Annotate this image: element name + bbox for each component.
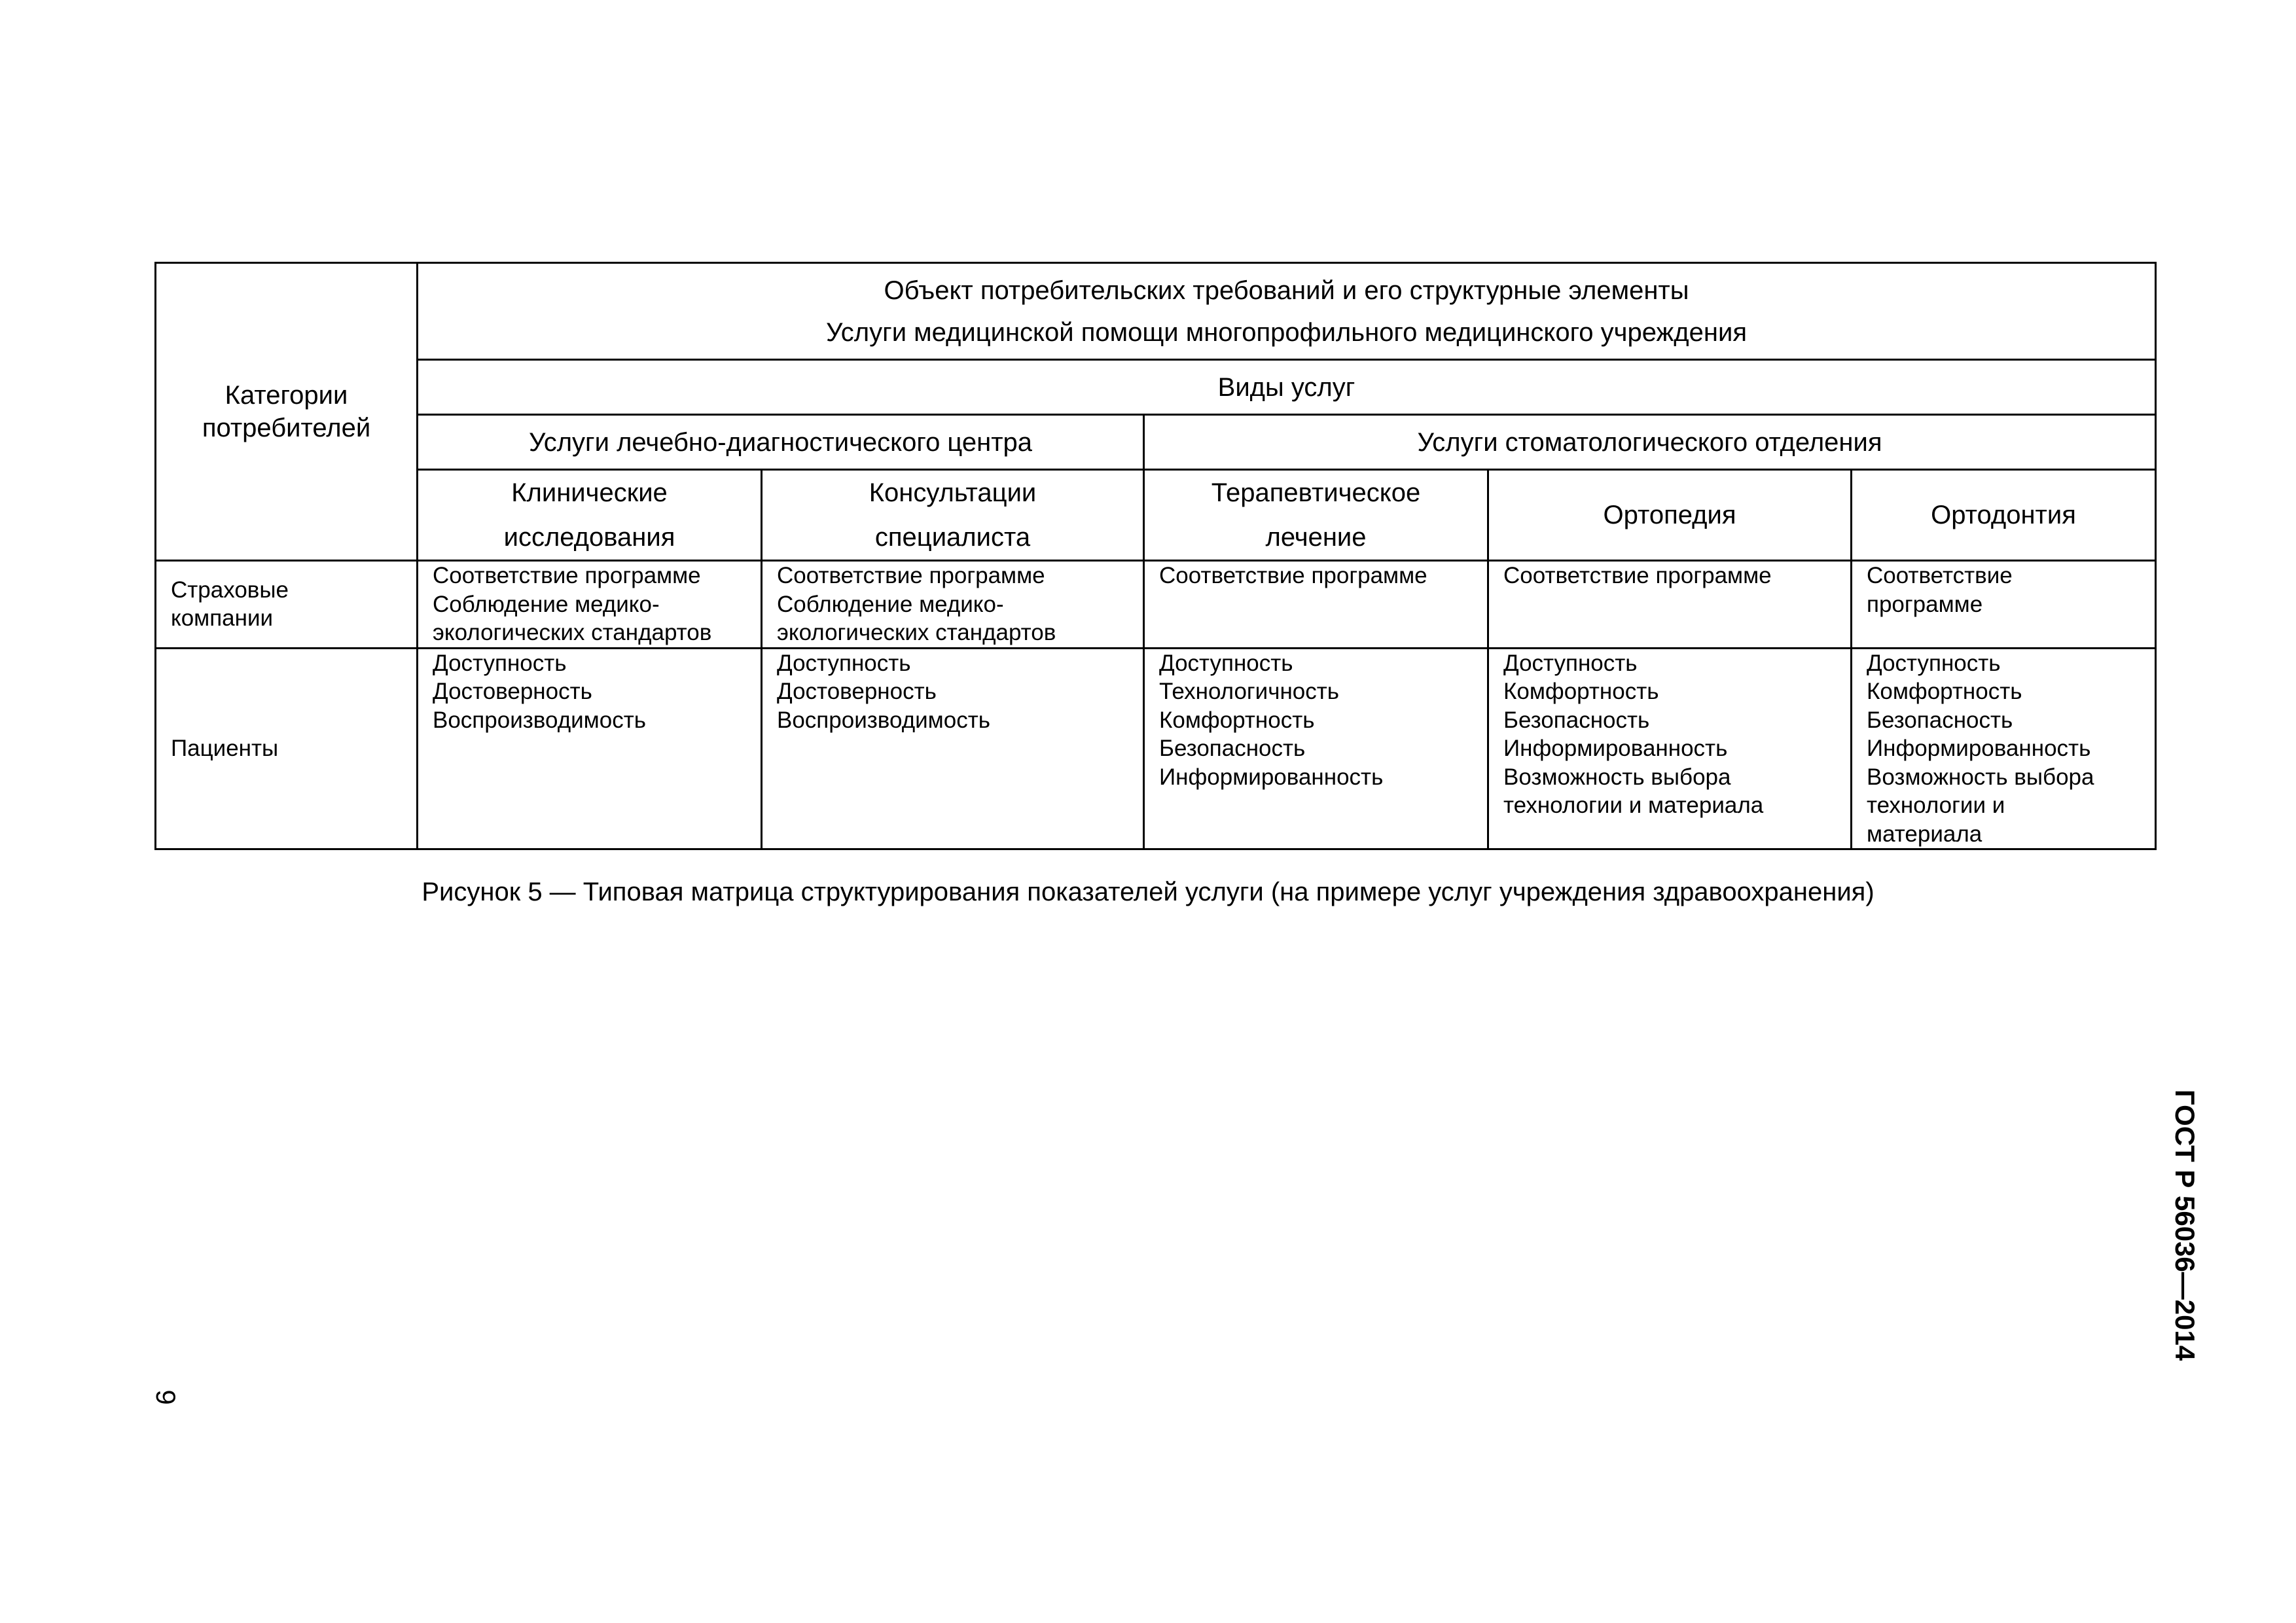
- table-cell: [1488, 561, 1852, 649]
- category-header: [156, 263, 418, 561]
- page-number: 9: [151, 1389, 181, 1405]
- cell-line: программе: [1867, 591, 1983, 617]
- cell-line: Безопасность: [1159, 736, 1306, 761]
- column-header-orthopedics: [1488, 470, 1852, 561]
- group-header-dental-department: Услуги стоматологического отделения: [1144, 415, 2156, 470]
- cell-line: технологии и: [1867, 793, 2005, 818]
- column-header-line: Ортопедия: [1603, 501, 1736, 529]
- cell-line: Доступность: [433, 650, 567, 676]
- category-header-line: потребителей: [202, 414, 371, 442]
- column-header-line: исследования: [503, 523, 675, 552]
- cell-line: экологических стандартов: [777, 620, 1056, 645]
- cell-line: Воспроизводимость: [433, 707, 646, 733]
- cell-line: материала: [1867, 821, 1982, 847]
- column-header-therapeutic-treatment: [1144, 470, 1488, 561]
- cell-line: экологических стандартов: [433, 620, 712, 645]
- cell-line: Безопасность: [1503, 707, 1650, 733]
- cell-line: Возможность выбора: [1867, 764, 2094, 790]
- standard-designation: ГОСТ Р 56036—2014: [2170, 1089, 2200, 1361]
- row-label-line: компании: [171, 605, 274, 632]
- cell-line: Комфортность: [1503, 679, 1659, 704]
- table-cell: [762, 561, 1144, 649]
- cell-line: Безопасность: [1867, 707, 2013, 733]
- object-header: [418, 263, 2156, 360]
- cell-line: Соответствие программе: [1503, 563, 1772, 588]
- table-cell: [1144, 561, 1488, 649]
- row-label-line: Страховые: [171, 577, 289, 603]
- column-header-line: специалиста: [874, 523, 1031, 552]
- column-header-orthodontics: [1852, 470, 2156, 561]
- cell-line: Соответствие программе: [433, 563, 701, 588]
- table-cell: [762, 648, 1144, 849]
- cell-line: Комфортность: [1159, 707, 1315, 733]
- category-header-line: Категории: [224, 381, 348, 410]
- table-cell: [418, 648, 762, 849]
- cell-line: Информированность: [1867, 736, 2091, 761]
- cell-line: Возможность выбора: [1503, 764, 1731, 790]
- object-header-subtitle: Услуги медицинской помощи многопрофильного медицинского учреждения: [826, 317, 1747, 347]
- figure-caption: Рисунок 5 — Типовая матрица структурирования показателей услуги (на примере услуг учреждения здравоохранения): [422, 878, 1874, 906]
- cell-line: Соблюдение медико-: [433, 591, 660, 617]
- cell-line: Доступность: [1867, 650, 2001, 676]
- table-cell: [1852, 561, 2156, 649]
- cell-line: Воспроизводимость: [777, 707, 990, 733]
- column-header-line: лечение: [1265, 523, 1367, 552]
- requirements-matrix-table: [154, 262, 2157, 850]
- column-header-clinical-research: [418, 470, 762, 561]
- cell-line: Комфортность: [1867, 679, 2022, 704]
- column-header-line: Консультации: [869, 478, 1037, 507]
- column-header-line: Терапевтическое: [1211, 478, 1421, 507]
- cell-line: Достоверность: [777, 679, 937, 704]
- row-label-insurance-companies: [156, 561, 418, 649]
- cell-line: Соответствие: [1867, 563, 2013, 588]
- cell-line: Доступность: [777, 650, 911, 676]
- column-header-specialist-consultation: [762, 470, 1144, 561]
- object-header-title: Объект потребительских требований и его структурные элементы: [884, 276, 1689, 305]
- cell-line: Соблюдение медико-: [777, 591, 1004, 617]
- row-label-line: Пациенты: [171, 736, 279, 761]
- cell-line: Информированность: [1159, 764, 1384, 790]
- service-types-header: Виды услуг: [418, 360, 2156, 415]
- table-cell: [418, 561, 762, 649]
- column-header-line: Клинические: [511, 478, 668, 507]
- row-label-patients: [156, 648, 418, 849]
- table-cell: [1852, 648, 2156, 849]
- table-cell: [1488, 648, 1852, 849]
- cell-line: Доступность: [1159, 650, 1293, 676]
- table-cell: [1144, 648, 1488, 849]
- column-header-line: Ортодонтия: [1931, 501, 2076, 529]
- cell-line: Соответствие программе: [1159, 563, 1427, 588]
- cell-line: Информированность: [1503, 736, 1728, 761]
- cell-line: Соответствие программе: [777, 563, 1045, 588]
- cell-line: Доступность: [1503, 650, 1638, 676]
- cell-line: Достоверность: [433, 679, 592, 704]
- cell-line: технологии и материала: [1503, 793, 1764, 818]
- group-header-diagnostic-center: Услуги лечебно-диагностического центра: [418, 415, 1144, 470]
- cell-line: Технологичность: [1159, 679, 1340, 704]
